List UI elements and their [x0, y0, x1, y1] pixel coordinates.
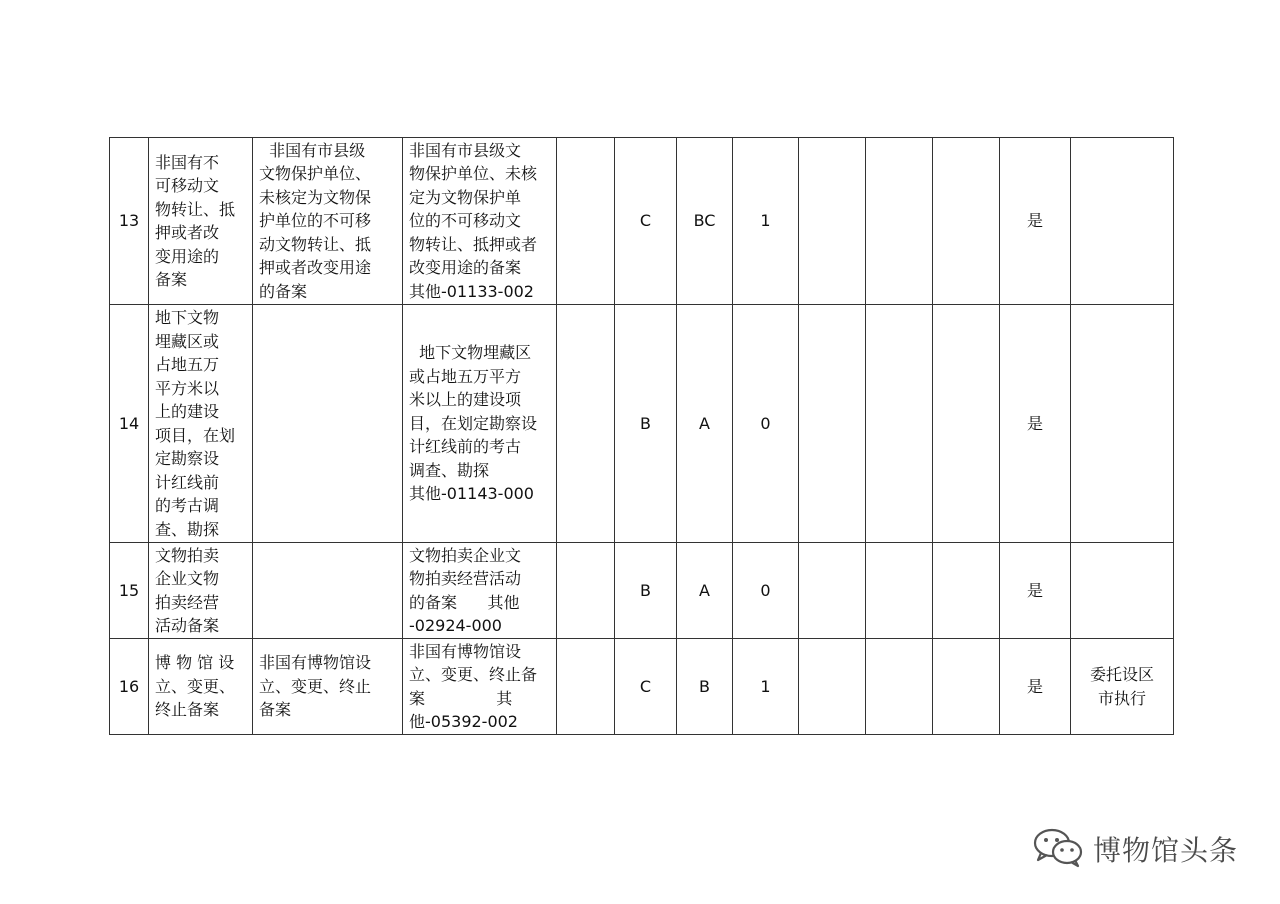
type-code: B: [677, 639, 733, 735]
item-name: 文物拍卖 企业文物 拍卖经营 活动备案: [149, 543, 253, 639]
catalog-table: [109, 137, 1174, 735]
sub-item: 非国有市县级 文物保护单位、 未核定为文物保 护单位的不可移 动文物转让、抵 押或者改变用途 的备案: [253, 138, 403, 305]
level-code: C: [615, 639, 677, 735]
remark: [1071, 543, 1174, 639]
empty-cell: [799, 639, 866, 735]
empty-cell: [866, 639, 933, 735]
remark: [1071, 305, 1174, 543]
remark: [1071, 138, 1174, 305]
empty-cell: [557, 305, 615, 543]
type-code: A: [677, 543, 733, 639]
table-row: [110, 138, 1174, 305]
yes-mark: 是: [1000, 543, 1071, 639]
row-number: 16: [110, 639, 149, 735]
sub-item: [253, 305, 403, 543]
empty-cell: [557, 543, 615, 639]
level-code: B: [615, 305, 677, 543]
item-detail: 非国有博物馆设 立、变更、终止备 案 其 他-05392-002: [403, 639, 557, 735]
type-code: BC: [677, 138, 733, 305]
item-detail: 文物拍卖企业文 物拍卖经营活动 的备案 其他 -02924-000: [403, 543, 557, 639]
item-detail: 非国有市县级文 物保护单位、未核 定为文物保护单 位的不可移动文 物转让、抵押或者 改变用途的备案 其他-01133-002: [403, 138, 557, 305]
item-detail: 地下文物埋藏区 或占地五万平方 米以上的建设项 目，在划定勘察设 计红线前的考古 调查、勘探 其他-01143-000: [403, 305, 557, 543]
flag-value: 1: [733, 639, 799, 735]
table-row: [110, 543, 1174, 639]
flag-value: 0: [733, 305, 799, 543]
empty-cell: [799, 305, 866, 543]
empty-cell: [866, 138, 933, 305]
empty-cell: [933, 138, 1000, 305]
table-row: [110, 305, 1174, 543]
flag-value: 1: [733, 138, 799, 305]
empty-cell: [557, 639, 615, 735]
wechat-icon: [1031, 826, 1085, 872]
row-number: 14: [110, 305, 149, 543]
item-name: 博 物 馆 设 立、变更、 终止备案: [149, 639, 253, 735]
yes-mark: 是: [1000, 305, 1071, 543]
table-row: [110, 639, 1174, 735]
yes-mark: 是: [1000, 639, 1071, 735]
row-number: 13: [110, 138, 149, 305]
empty-cell: [933, 305, 1000, 543]
level-code: C: [615, 138, 677, 305]
item-name: 非国有不 可移动文 物转让、抵 押或者改 变用途的 备案: [149, 138, 253, 305]
empty-cell: [933, 639, 1000, 735]
empty-cell: [866, 305, 933, 543]
empty-cell: [799, 138, 866, 305]
empty-cell: [557, 138, 615, 305]
flag-value: 0: [733, 543, 799, 639]
yes-mark: 是: [1000, 138, 1071, 305]
level-code: B: [615, 543, 677, 639]
type-code: A: [677, 305, 733, 543]
empty-cell: [866, 543, 933, 639]
item-name: 地下文物 埋藏区或 占地五万 平方米以 上的建设 项目，在划 定勘察设 计红线前 的考古调 查、勘探: [149, 305, 253, 543]
watermark-text: 博物馆头条: [1092, 834, 1238, 867]
empty-cell: [933, 543, 1000, 639]
empty-cell: [799, 543, 866, 639]
row-number: 15: [110, 543, 149, 639]
remark: 委托设区 市执行: [1071, 639, 1174, 735]
watermark: [1031, 826, 1238, 872]
sub-item: 非国有博物馆设 立、变更、终止 备案: [253, 639, 403, 735]
sub-item: [253, 543, 403, 639]
